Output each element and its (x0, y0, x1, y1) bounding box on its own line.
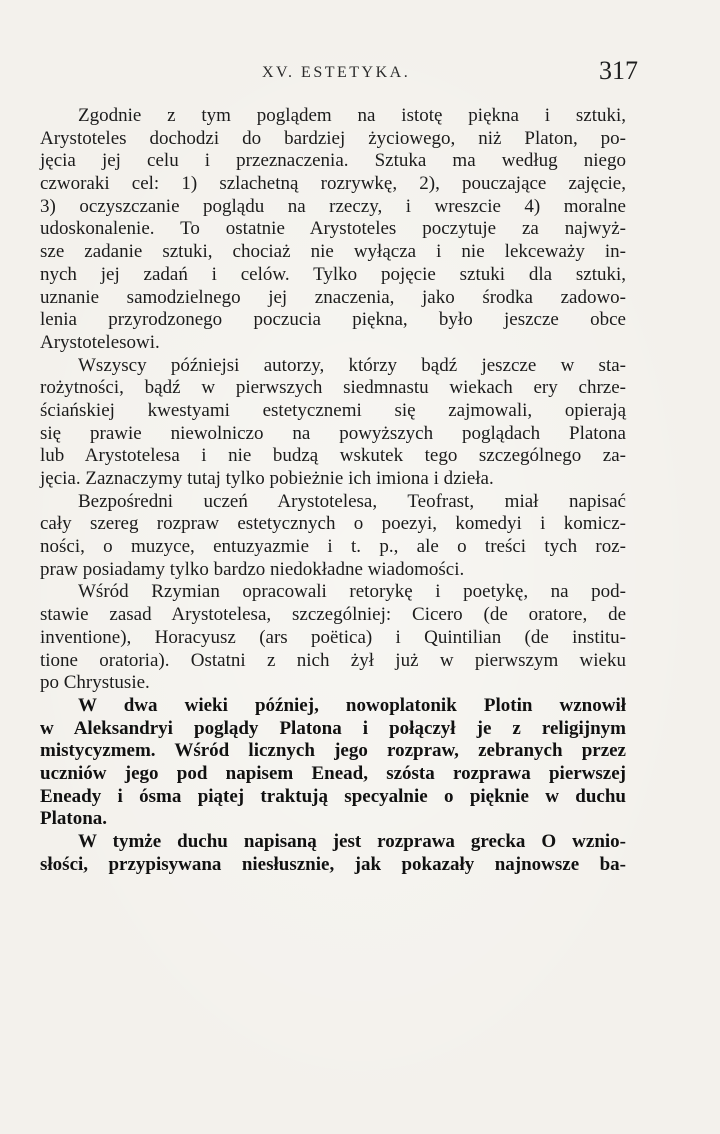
text-line: rożytności, bądź w pierwszych siedmnastu wiekach ery chrze- (40, 377, 626, 399)
text-line: cały szereg rozpraw estetycznych o poezyi, komedyi i komicz- (40, 513, 626, 535)
text-line: słości, przypisywana niesłusznie, jak pokazały najnowsze ba- (40, 853, 626, 875)
text-line: Platona. (40, 808, 108, 830)
running-head: XV. ESTETYKA. (262, 64, 411, 81)
text-line: lenia przyrodzonego poczucia piękna, było jeszcze obce (40, 309, 626, 331)
paragraph (40, 831, 626, 876)
text-line: praw posiadamy tylko bardzo niedokładne wiadomości. (40, 558, 465, 580)
paragraph (40, 491, 626, 582)
body-text (40, 105, 626, 876)
text-line: stawie zasad Arystotelesa, szczególniej: Cicero (de oratore, de (40, 604, 626, 626)
text-line: po Chrystusie. (40, 672, 150, 694)
paragraph (40, 105, 626, 355)
text-line: lub Arystotelesa i nie budzą wskutek tego szczególnego za- (40, 445, 626, 467)
text-line: uczniów jego pod napisem Enead, szósta rozprawa pierwszej (40, 762, 626, 784)
text-line: Eneady i ósma piątej traktują specyalnie o pięknie w duchu (40, 785, 626, 807)
text-line: udoskonalenie. To ostatnie Arystoteles poczytuje za najwyż- (40, 218, 626, 240)
text-line: Arystotelesowi. (40, 331, 160, 353)
text-line: mistycyzmem. Wśród licznych jego rozpraw, zebranych przez (40, 740, 626, 762)
text-line: 3) oczyszczanie poglądu na rzeczy, i wreszcie 4) moralne (40, 195, 626, 217)
text-line: tione oratoria). Ostatni z nich żył już w pierwszym wieku (40, 649, 626, 671)
paragraph (40, 355, 626, 491)
text-line: Arystoteles dochodzi do bardziej życiowego, niż Platon, po- (40, 127, 626, 149)
text-line: ności, o muzyce, entuzyazmie i t. p., ale o treści tych roz- (40, 536, 626, 558)
text-line: jęcia jej celu i przeznaczenia. Sztuka ma według niego (40, 150, 626, 172)
text-line: Wśród Rzymian opracowali retorykę i poetykę, na pod- (78, 581, 626, 603)
text-line: ściańskiej kwestyami estetycznemi się zajmowali, opierają (40, 399, 626, 421)
text-line: w Aleksandryi poglądy Platona i połączył je z religijnym (40, 717, 626, 739)
paragraph (40, 581, 626, 694)
text-line: czworaki cel: 1) szlachetną rozrywkę, 2), pouczające zajęcie, (40, 173, 626, 195)
text-line: uznanie samodzielnego jej znaczenia, jako środka zadowo- (40, 286, 626, 308)
text-line: sze zadanie sztuki, chociaż nie wyłącza i nie lekceważy in- (40, 241, 626, 263)
page-number: 317 (599, 56, 638, 85)
text-line: W tymże duchu napisaną jest rozprawa grecka O wznio- (78, 831, 626, 852)
paragraph (40, 695, 626, 831)
text-line: Bezpośredni uczeń Arystotelesa, Teofrast, miał napisać (78, 490, 626, 512)
text-line: nych jej zadań i celów. Tylko pojęcie sztuki dla sztuki, (40, 263, 626, 285)
text-line: jęcia. Zaznaczymy tutaj tylko pobieżnie ich imiona i dzieła. (40, 468, 494, 489)
text-line: W dwa wieki później, nowoplatonik Plotin wznowił (78, 694, 626, 716)
text-line: Zgodnie z tym poglądem na istotę piękna i sztuki, (78, 105, 626, 126)
text-line: inventione), Horacyusz (ars poëtica) i Quintilian (de institu- (40, 626, 626, 648)
text-line: się prawie niewolniczo na powyższych poglądach Platona (40, 422, 626, 444)
text-line: Wszyscy późniejsi autorzy, którzy bądź jeszcze w sta- (78, 354, 626, 376)
